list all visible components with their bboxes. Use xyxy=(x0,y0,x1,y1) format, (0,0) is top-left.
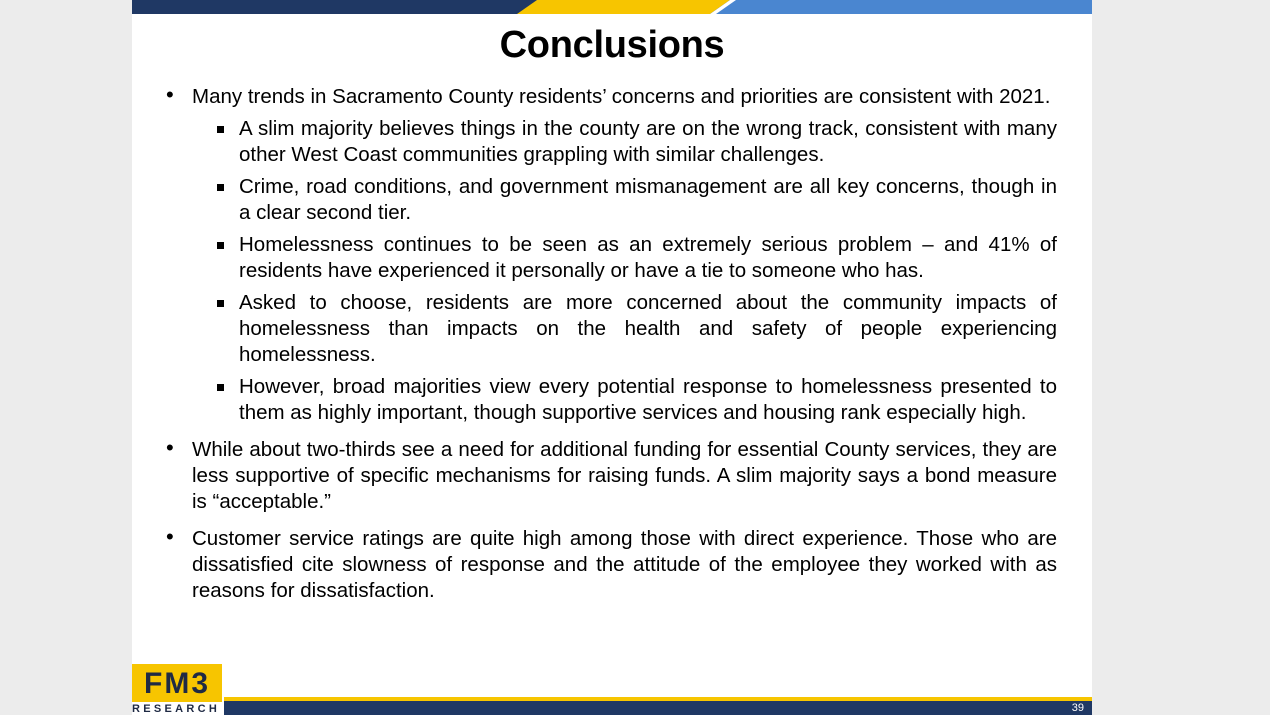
fm3-research-logo xyxy=(132,664,224,715)
bullet-text: While about two-thirds see a need for additional funding for essential County services, they are less supportive of specific mechanisms for raising funds. A slim majority says a bond measure is “acceptable.” xyxy=(192,438,1057,513)
bullet-dot-icon: • xyxy=(166,435,174,460)
sub-bullet-text: Crime, road conditions, and government mismanagement are all key concerns, though in a clear second tier. xyxy=(239,175,1057,224)
bullet-dot-icon: • xyxy=(166,524,174,549)
sub-bullet-text: Homelessness continues to be seen as an extremely serious problem – and 41% of residents have experienced it personally or have a tie to someone who has. xyxy=(239,233,1057,282)
header-band-blue xyxy=(710,0,1092,14)
sub-bullet-list xyxy=(192,116,1057,426)
slide xyxy=(132,0,1092,715)
sub-bullet-text: However, broad majorities view every potential response to homelessness presented to them as highly important, though supportive services and housing rank especially high. xyxy=(239,375,1057,424)
bullet-text: Customer service ratings are quite high among those with direct experience. Those who are dissatisfied cite slowness of response and the attitude of the employee they worked with as reasons for dissatisfaction. xyxy=(192,527,1057,602)
footer-band xyxy=(132,701,1092,715)
bullet-item xyxy=(162,84,1057,426)
header-band-gold xyxy=(517,0,730,14)
bullet-dot-icon: • xyxy=(166,82,174,107)
slide-title: Conclusions xyxy=(499,24,725,66)
sub-bullet-item xyxy=(192,290,1057,368)
square-bullet-icon xyxy=(217,300,224,307)
sub-bullet-item xyxy=(192,174,1057,226)
square-bullet-icon xyxy=(217,242,224,249)
sub-bullet-text: A slim majority believes things in the county are on the wrong track, consistent with many other West Coast communities grappling with similar challenges. xyxy=(239,117,1057,166)
bullet-item xyxy=(162,437,1057,515)
sub-bullet-item xyxy=(192,232,1057,284)
logo-name: FM3 xyxy=(132,664,222,702)
logo-subtitle: RESEARCH xyxy=(132,703,221,715)
header-band xyxy=(132,0,1092,14)
bullet-list xyxy=(162,84,1057,615)
page-number: 39 xyxy=(1071,702,1084,714)
sub-bullet-item xyxy=(192,116,1057,168)
square-bullet-icon xyxy=(217,384,224,391)
sub-bullet-item xyxy=(192,374,1057,426)
square-bullet-icon xyxy=(217,126,224,133)
bullet-text: Many trends in Sacramento County residents’ concerns and priorities are consistent with 2021. xyxy=(192,85,1051,108)
square-bullet-icon xyxy=(217,184,224,191)
sub-bullet-text: Asked to choose, residents are more concerned about the community impacts of homelessness than impacts on the health and safety of people experiencing homelessness. xyxy=(239,291,1057,366)
bullet-item xyxy=(162,526,1057,604)
